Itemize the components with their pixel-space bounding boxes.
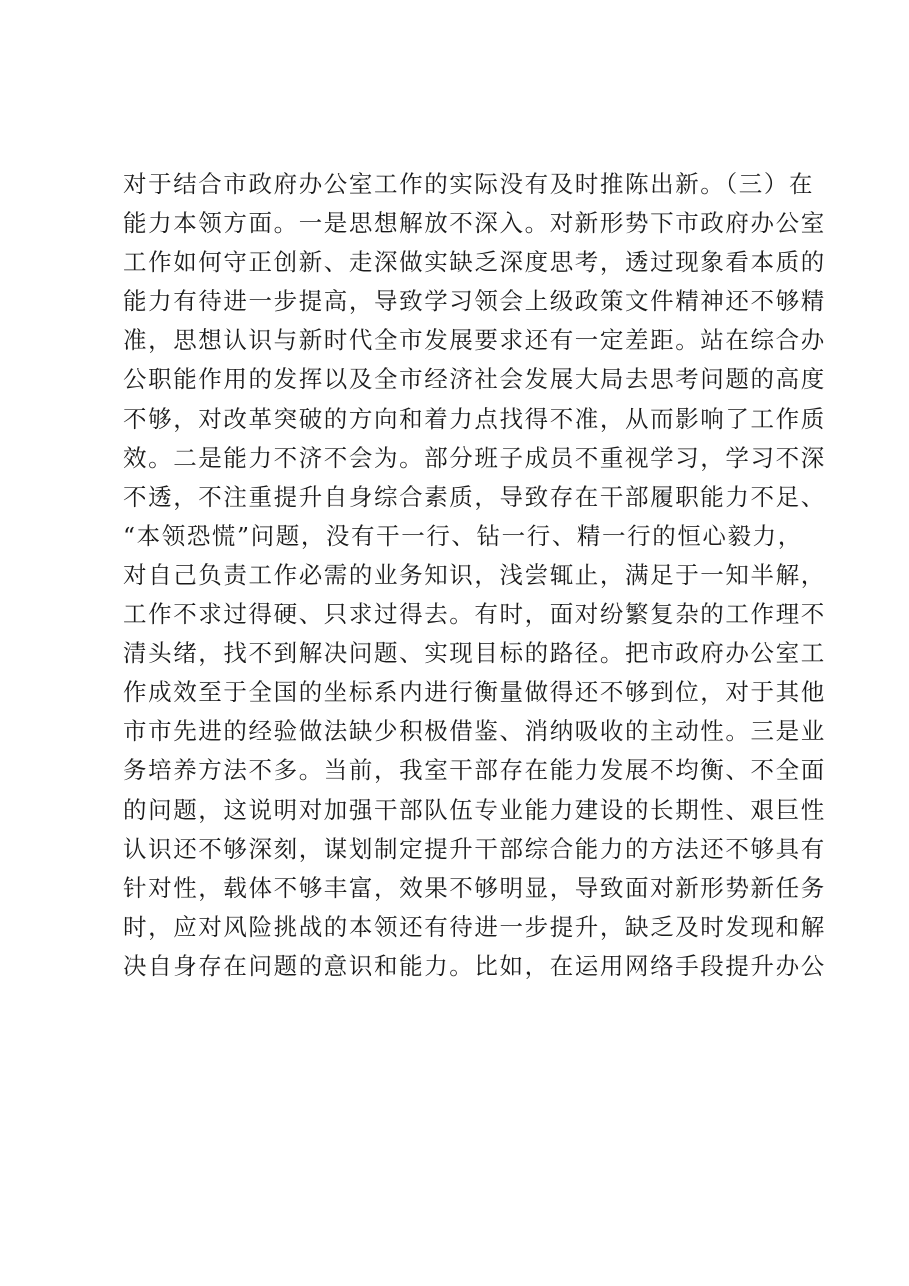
- text-line: 作成效至于全国的坐标系内进行衡量做得还不够到位，对于其他: [123, 678, 826, 707]
- text-line: 不透，不注重提升自身综合素质，导致存在干部履职能力不足、: [123, 482, 826, 511]
- text-line: 公职能作用的发挥以及全市经济社会发展大局去思考问题的高度: [123, 365, 826, 394]
- text-line: 清头绪，找不到解决问题、实现目标的路径。把市政府办公室工: [123, 639, 826, 668]
- text-line: 能力有待进一步提高，导致学习领会上级政策文件精神还不够精: [123, 287, 826, 316]
- text-line: 工作如何守正创新、走深做实缺乏深度思考，透过现象看本质的: [123, 248, 826, 277]
- text-line: 务培养方法不多。当前，我室干部存在能力发展不均衡、不全面: [123, 756, 826, 785]
- text-line: 能力本领方面。一是思想解放不深入。对新形势下市政府办公室: [123, 209, 826, 238]
- text-line: 准，思想认识与新时代全市发展要求还有一定差距。站在综合办: [123, 326, 826, 355]
- text-line: 市市先进的经验做法缺少积极借鉴、消纳吸收的主动性。三是业: [123, 717, 826, 746]
- text-line: 对于结合市政府办公室工作的实际没有及时推陈出新。（三）在: [123, 170, 815, 198]
- text-line: 的问题，这说明对加强干部队伍专业能力建设的长期性、艰巨性: [123, 795, 826, 824]
- text-line: “本领恐慌”问题，没有干一行、钻一行、精一行的恒心毅力，: [123, 521, 803, 550]
- text-line: 认识还不够深刻，谋划制定提升干部综合能力的方法还不够具有: [123, 834, 826, 863]
- text-line: 对自己负责工作必需的业务知识，浅尝辄止，满足于一知半解，: [123, 560, 826, 589]
- text-line: 针对性，载体不够丰富，效果不够明显，导致面对新形势新任务: [123, 873, 826, 902]
- text-line: 不够，对改革突破的方向和着力点找得不准，从而影响了工作质: [123, 404, 826, 433]
- text-line: 工作不求过得硬、只求过得去。有时，面对纷繁复杂的工作理不: [123, 600, 826, 629]
- text-line: 决自身存在问题的意识和能力。比如，在运用网络手段提升办公: [123, 951, 826, 980]
- text-line: 效。二是能力不济不会为。部分班子成员不重视学习，学习不深: [123, 443, 826, 472]
- body-paragraph: [123, 165, 826, 986]
- text-line: 时，应对风险挑战的本领还有待进一步提升，缺乏及时发现和解: [123, 912, 826, 941]
